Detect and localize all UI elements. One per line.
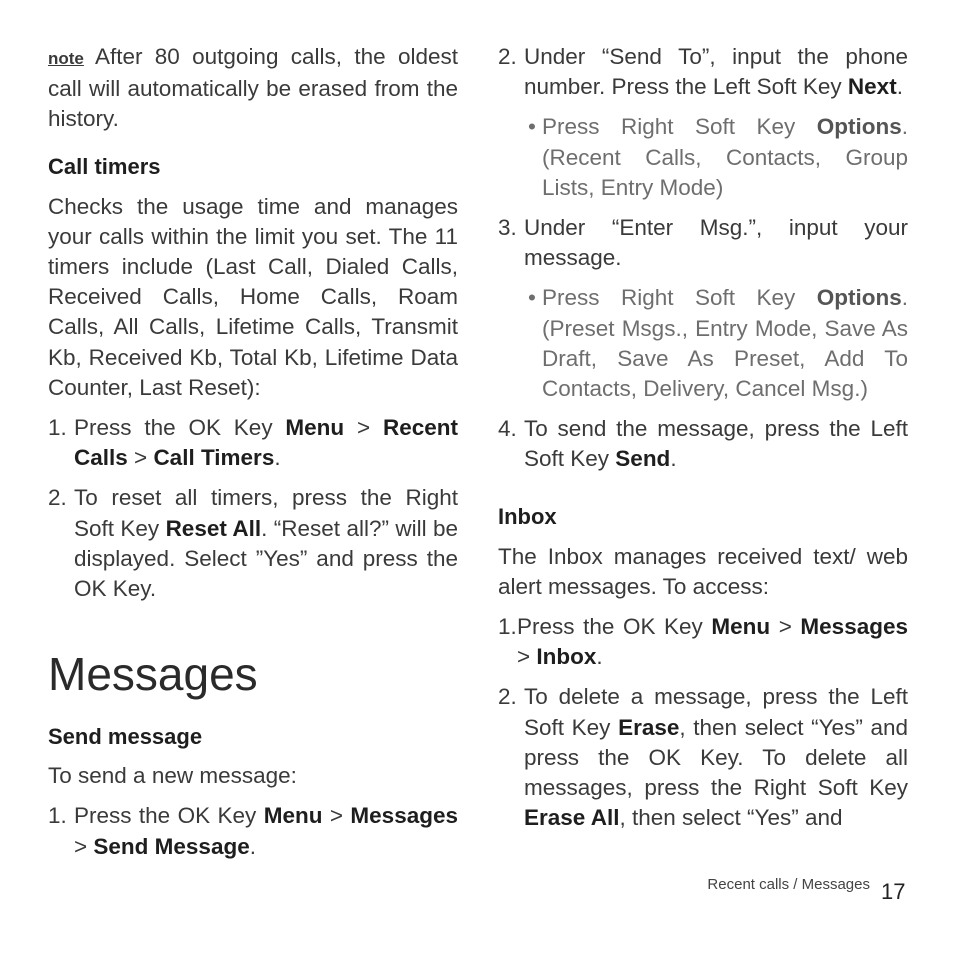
step-end: . (670, 446, 677, 472)
separator: > (344, 415, 383, 441)
step-end: . (249, 833, 256, 859)
call-timers-step-2 (48, 483, 458, 604)
step-text: Press the OK Key (517, 614, 712, 640)
separator: > (517, 644, 537, 670)
step-text: To send the message, press the Left Soft Key (524, 416, 908, 472)
messages-title: Messages (48, 648, 258, 701)
step-number: 4. (498, 416, 517, 442)
send-step-4 (498, 414, 908, 474)
messages-keyword: Messages (350, 803, 458, 829)
step-text: To delete a message, press the Left Soft Key (524, 684, 908, 740)
options-keyword: Options (816, 114, 902, 140)
step-text: , then select “Yes” and (619, 805, 843, 831)
send-step-3 (498, 213, 908, 273)
note-tag: note (48, 49, 84, 68)
footer-section-label: Recent calls / Messages (707, 876, 870, 893)
step-end: . (896, 74, 903, 100)
sub-text: . (Recent Calls, Contacts, Group Lists, Entry Mode) (542, 114, 908, 200)
call-timers-heading: Call timers (48, 153, 161, 179)
step-number: 2. (498, 684, 517, 710)
erase-keyword: Erase (618, 714, 680, 740)
sub-text: Press Right Soft Key (542, 114, 817, 140)
note-text: After 80 outgoing calls, the oldest call will automatically be erased from the history. (48, 44, 458, 132)
erase-all-keyword: Erase All (524, 805, 620, 831)
page-number: 17 (881, 879, 906, 904)
sub-text: Press Right Soft Key (542, 285, 817, 311)
sub-text: . (Preset Msgs., Entry Mode, Save As Draft, Save As Preset, Add To Contacts, Delivery, Cancel Msg.) (542, 285, 908, 402)
step-text: , then select “Yes” and press the OK Key. To delete all messages, press the Right Soft Key (524, 714, 908, 801)
step-text: Under “Send To”, input the phone number. Press the Left Soft Key (524, 44, 908, 100)
bullet: • (528, 285, 536, 311)
step-end: . (596, 644, 603, 670)
separator: > (770, 614, 801, 640)
step-number: 1. (48, 415, 67, 441)
bullet: • (528, 114, 536, 140)
call-timers-body: Checks the usage time and manages your calls within the limit you set. The 11 timers include (Last Call, Dialed Calls, Received Calls, Home Calls, Roam Calls, All Calls, Lifetime Calls, Transmit Kb, Received Kb, Total Kb, Lifetime Data Counter, Last Reset): (48, 193, 458, 400)
inbox-body: The Inbox manages received text/ web alert messages. To access: (498, 543, 908, 599)
send-message-heading: Send message (48, 724, 203, 750)
left-column (48, 42, 458, 862)
separator: > (74, 833, 94, 859)
step-text: Press the OK Key (74, 803, 264, 829)
step-number: 2. (48, 485, 67, 511)
inbox-keyword: Inbox (536, 644, 597, 670)
menu-keyword: Menu (285, 415, 345, 441)
right-column (498, 42, 908, 833)
step-number: 1. (498, 614, 517, 640)
send-keyword: Send (615, 446, 671, 472)
next-keyword: Next (847, 74, 897, 100)
send-step-3-options (498, 283, 908, 404)
call-timers-step-1 (48, 413, 458, 473)
send-step-2-options (498, 112, 908, 203)
menu-keyword: Menu (711, 614, 771, 640)
send-step-1 (48, 801, 458, 861)
step-text: To reset all timers, press the Right Soft Key (74, 485, 458, 541)
step-number: 2. (498, 44, 517, 69)
recent-calls-keyword: Recent Calls (74, 415, 458, 471)
inbox-step-2 (498, 682, 908, 833)
inbox-heading: Inbox (498, 503, 557, 529)
messages-keyword: Messages (800, 614, 908, 640)
reset-all-keyword: Reset All (165, 515, 262, 541)
step-number: 3. (498, 215, 517, 241)
separator: > (127, 445, 154, 471)
separator: > (322, 803, 351, 829)
menu-keyword: Menu (263, 803, 323, 829)
step-number: 1. (48, 803, 67, 829)
step-text: Under “Enter Msg.”, input your message. (524, 215, 908, 271)
inbox-step-1 (498, 612, 908, 672)
note-paragraph (48, 42, 458, 135)
send-message-keyword: Send Message (93, 833, 250, 859)
send-step-2 (498, 42, 908, 102)
step-text: . “Reset all?” will be displayed. Select ”Yes” and press the OK Key. (74, 515, 458, 602)
step-end: . (274, 445, 281, 471)
options-keyword: Options (816, 285, 902, 311)
call-timers-keyword: Call Timers (153, 445, 275, 471)
step-text: Press the OK Key (74, 415, 286, 441)
send-intro: To send a new message: (48, 763, 297, 789)
